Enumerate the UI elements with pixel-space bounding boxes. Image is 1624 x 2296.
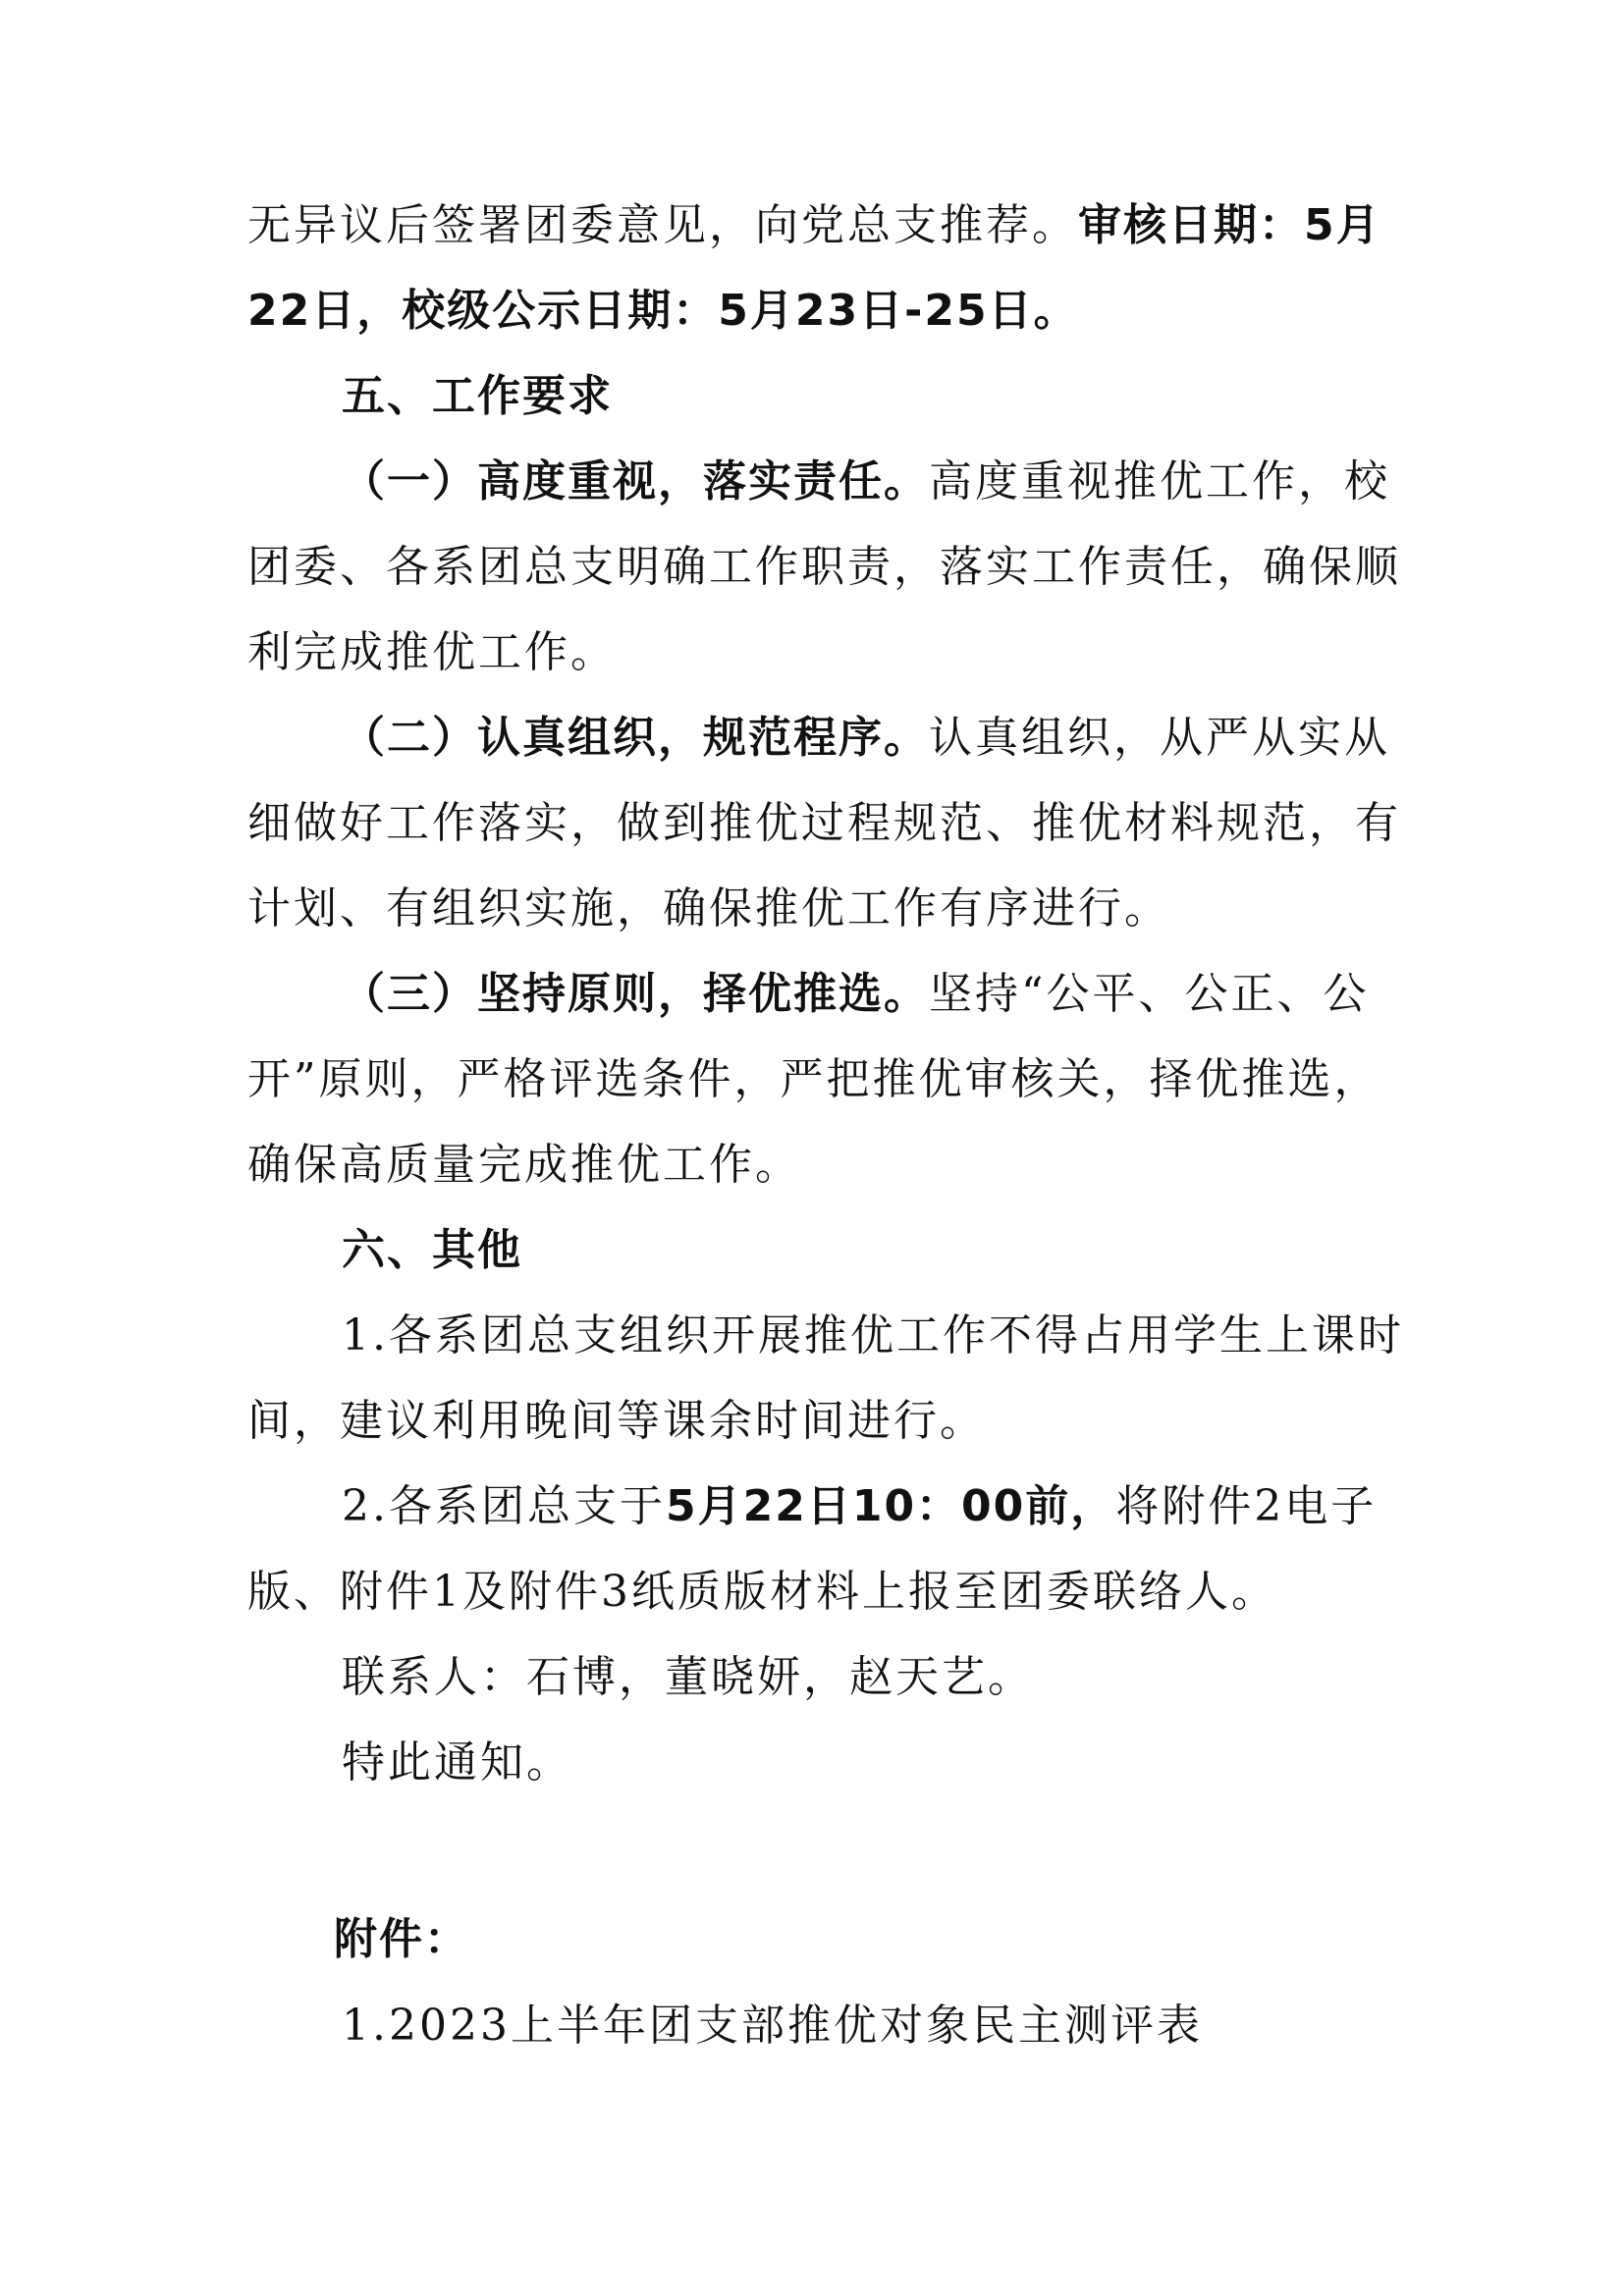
item1-text-line3: 利完成推优工作。 [247, 627, 617, 677]
item3-title: （三）坚持原则，择优推选。 [342, 969, 929, 1019]
paragraph-line [342, 709, 1390, 768]
review-date-text: 审核日期：5月 [1078, 200, 1381, 250]
item2-title: （二）认真组织，规范程序。 [342, 713, 929, 763]
item1-text-line2: 团委、各系团总支明确工作职责，落实工作责任，确保顺 [247, 542, 1401, 592]
other-item1-line1: 1.各系团总支组织开展推优工作不得占用学生上课时 [342, 1310, 1404, 1361]
section-heading-other: 六、其他 [342, 1225, 522, 1275]
publicity-date-text: 22日，校级公示日期：5月23日-25日。 [247, 286, 1079, 336]
review-text: 无异议后签署团委意见，向党总支推荐。 [247, 200, 1078, 250]
other-item1-line2: 间，建议利用晚间等课余时间进行。 [247, 1396, 986, 1446]
deadline-text: 5月22日10：00前， [665, 1481, 1116, 1531]
item3-text-line2: 开”原则，严格评选条件，严把推优审核关，择优推选， [247, 1054, 1380, 1104]
item2-text: 认真组织，从严从实从 [929, 713, 1390, 763]
paragraph-line [342, 453, 1390, 511]
item1-text: 高度重视推优工作，校 [929, 456, 1390, 507]
section-heading-requirements: 五、工作要求 [342, 371, 613, 421]
paragraph-line [342, 1477, 1377, 1536]
other-item2-rest: 将附件2电子 [1115, 1481, 1378, 1531]
paragraph-line [247, 196, 1381, 255]
attachments-heading: 附件： [334, 1914, 469, 1964]
item1-title: （一）高度重视，落实责任。 [342, 456, 929, 507]
contacts-line: 联系人：石博，董晓妍，赵天艺。 [342, 1652, 1034, 1702]
paragraph-line [342, 965, 1370, 1024]
other-item2-text: 2.各系团总支于 [342, 1481, 666, 1531]
closing-line: 特此通知。 [342, 1737, 572, 1788]
item2-text-line2: 细做好工作落实，做到推优过程规范、推优材料规范，有 [247, 798, 1401, 848]
item3-text: 坚持“公平、公正、公 [929, 969, 1370, 1019]
item3-text-line3: 确保高质量完成推优工作。 [247, 1140, 801, 1190]
item2-text-line3: 计划、有组织实施，确保推优工作有序进行。 [247, 883, 1170, 934]
attachment-item: 1.2023上半年团支部推优对象民主测评表 [342, 2001, 1203, 2051]
other-item2-line2: 版、附件1及附件3纸质版材料上报至团委联络人。 [247, 1567, 1277, 1617]
